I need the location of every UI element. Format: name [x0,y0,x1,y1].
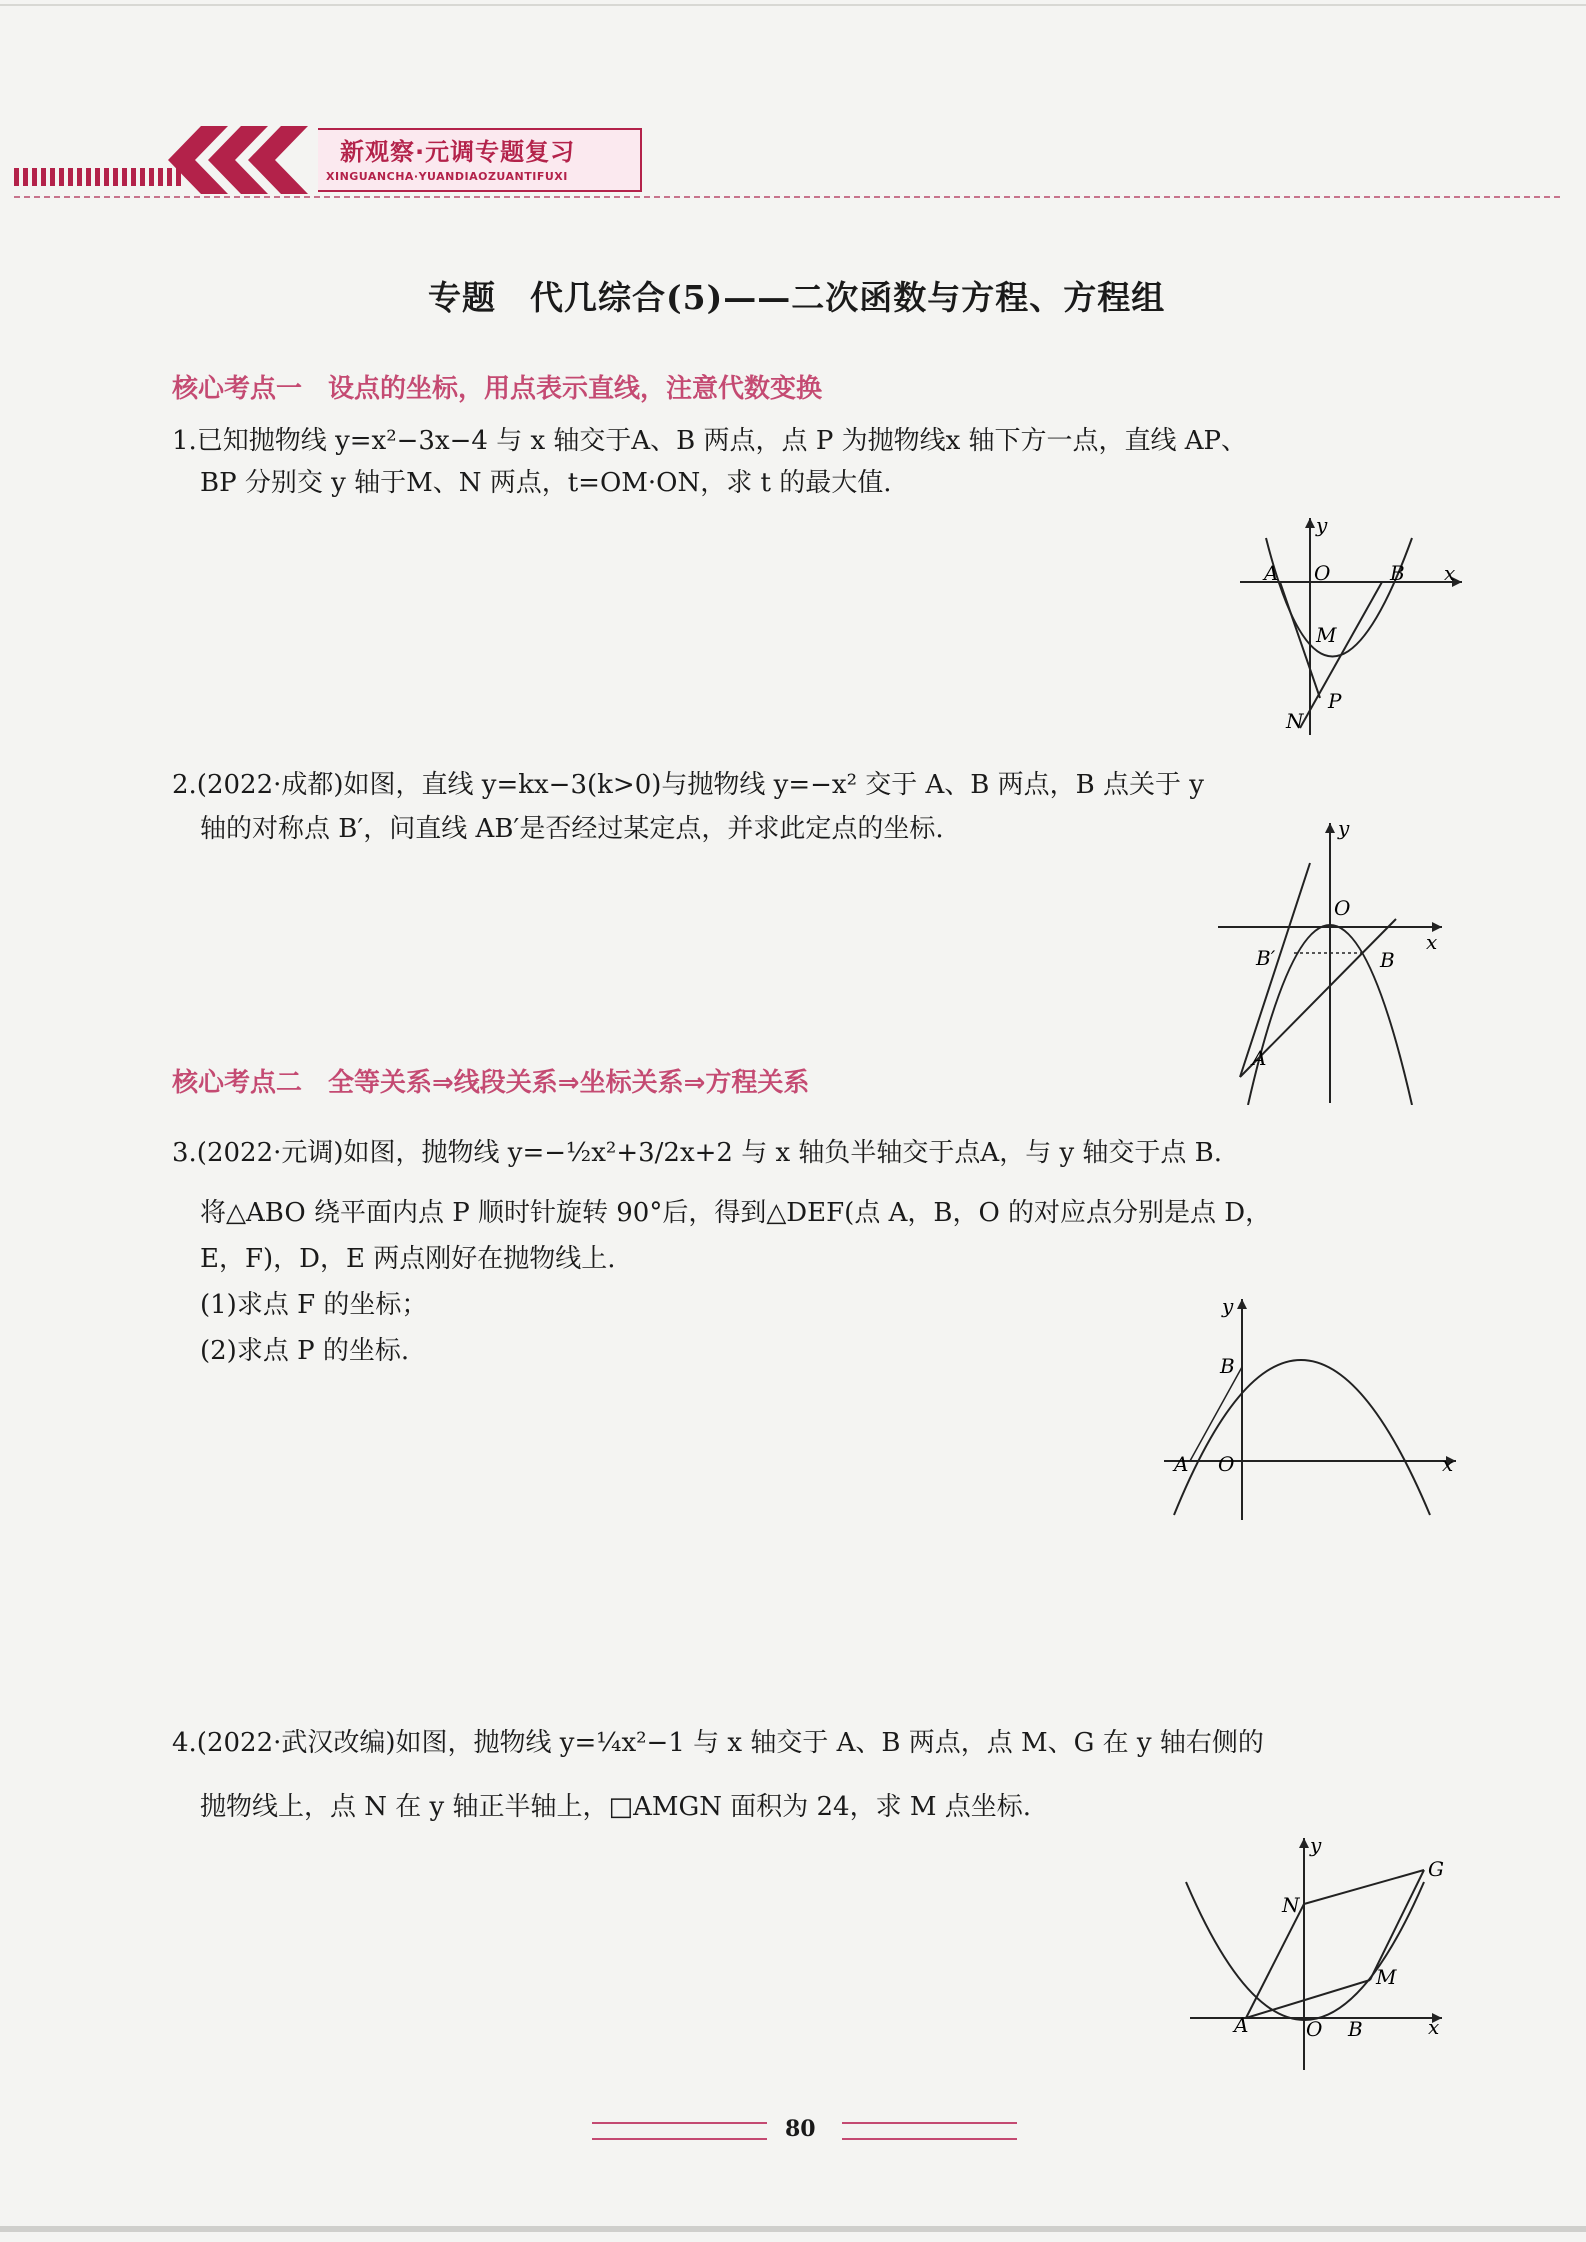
problem-1-line-1: 1.已知抛物线 y=x²−3x−4 与 x 轴交于A、B 两点，点 P 为抛物线x 轴下方一点，直线 AP、 [172,426,1248,456]
top-rule [0,4,1586,6]
fig1-label-x: x [1444,561,1456,585]
fig2-label-A: A [1252,1046,1267,1070]
problem-3-line-4: (1)求点 F 的坐标； [200,1290,428,1320]
problem-2-line-1: 2.(2022·成都)如图，直线 y=kx−3(k>0)与抛物线 y=−x² 交于 A、B 两点，B 点关于 y [172,770,1204,800]
fig1-label-O: O [1314,561,1331,585]
page-title: 专题 代几综合(5)——二次函数与方程、方程组 [428,278,1166,317]
page-number-rule-left [592,2122,767,2140]
fig3-label-A: A [1174,1452,1189,1476]
fig1-label-M: M [1316,623,1337,647]
section-heading-1: 核心考点一 设点的坐标，用点表示直线，注意代数变换 [172,374,823,404]
fig1-label-P: P [1328,689,1342,713]
page-number-rule-right [842,2122,1017,2140]
fig1-label-B: B [1390,561,1405,585]
figure-3-parabola [1160,1295,1460,1535]
fig4-label-x: x [1428,2015,1440,2039]
fig2-label-B: B [1380,948,1395,972]
figure-1-parabola [1230,510,1470,740]
problem-3-line-2: 将△ABO 绕平面内点 P 顺时针旋转 90°后，得到△DEF(点 A，B，O 的对应点分别是点 D， [200,1198,1272,1228]
fig2-label-Bprime: B′ [1256,946,1276,970]
fig1-label-y: y [1316,513,1328,537]
problem-2-line-2: 轴的对称点 B′，问直线 AB′是否经过某定点，并求此定点的坐标. [200,814,944,844]
fig4-label-N: N [1282,1893,1300,1917]
fig4-label-G: G [1428,1857,1444,1881]
fig4-label-A: A [1234,2013,1249,2037]
fig3-label-y: y [1222,1295,1234,1318]
problem-4-line-1: 4.(2022·武汉改编)如图，抛物线 y=¼x²−1 与 x 轴交于 A、B 两点，点 M、G 在 y 轴右侧的 [172,1728,1264,1758]
fig4-label-O: O [1306,2017,1323,2041]
section-heading-2: 核心考点二 全等关系⇒线段关系⇒坐标关系⇒方程关系 [172,1068,810,1098]
fig4-label-M: M [1376,1965,1397,1989]
fig2-label-y: y [1338,816,1350,840]
problem-1-line-2: BP 分别交 y 轴于M、N 两点，t=OM·ON，求 t 的最大值. [200,468,892,498]
fig4-label-y: y [1310,1833,1322,1857]
series-title: 新观察·元调专题复习 [340,138,576,166]
fig2-label-O: O [1334,896,1351,920]
header-divider [14,196,1560,198]
fig3-label-x: x [1442,1452,1454,1476]
problem-3-line-3: E，F)，D，E 两点刚好在抛物线上. [200,1244,616,1274]
header-chevrons [168,126,338,194]
problem-3-line-1: 3.(2022·元调)如图，抛物线 y=−½x²+3/2x+2 与 x 轴负半轴交于点A，与 y 轴交于点 B. [172,1138,1223,1168]
page-number: 80 [785,2116,816,2142]
fig3-label-B: B [1220,1354,1235,1378]
figure-2-parabola [1210,815,1450,1105]
bottom-rule [0,2226,1586,2232]
problem-3-line-5: (2)求点 P 的坐标. [200,1336,410,1366]
problem-4-line-2: 抛物线上，点 N 在 y 轴正半轴上，□AMGN 面积为 24，求 M 点坐标. [200,1792,1032,1822]
fig2-label-x: x [1426,930,1438,954]
fig1-label-A: A [1264,561,1279,585]
fig3-label-O: O [1218,1452,1235,1476]
fig1-label-N: N [1286,709,1304,733]
series-pinyin: XINGUANCHA·YUANDIAOZUANTIFUXI [326,170,568,183]
figure-4-parallelogram [1180,1830,1450,2075]
fig4-label-B: B [1348,2017,1363,2041]
header-stripes [14,168,184,186]
